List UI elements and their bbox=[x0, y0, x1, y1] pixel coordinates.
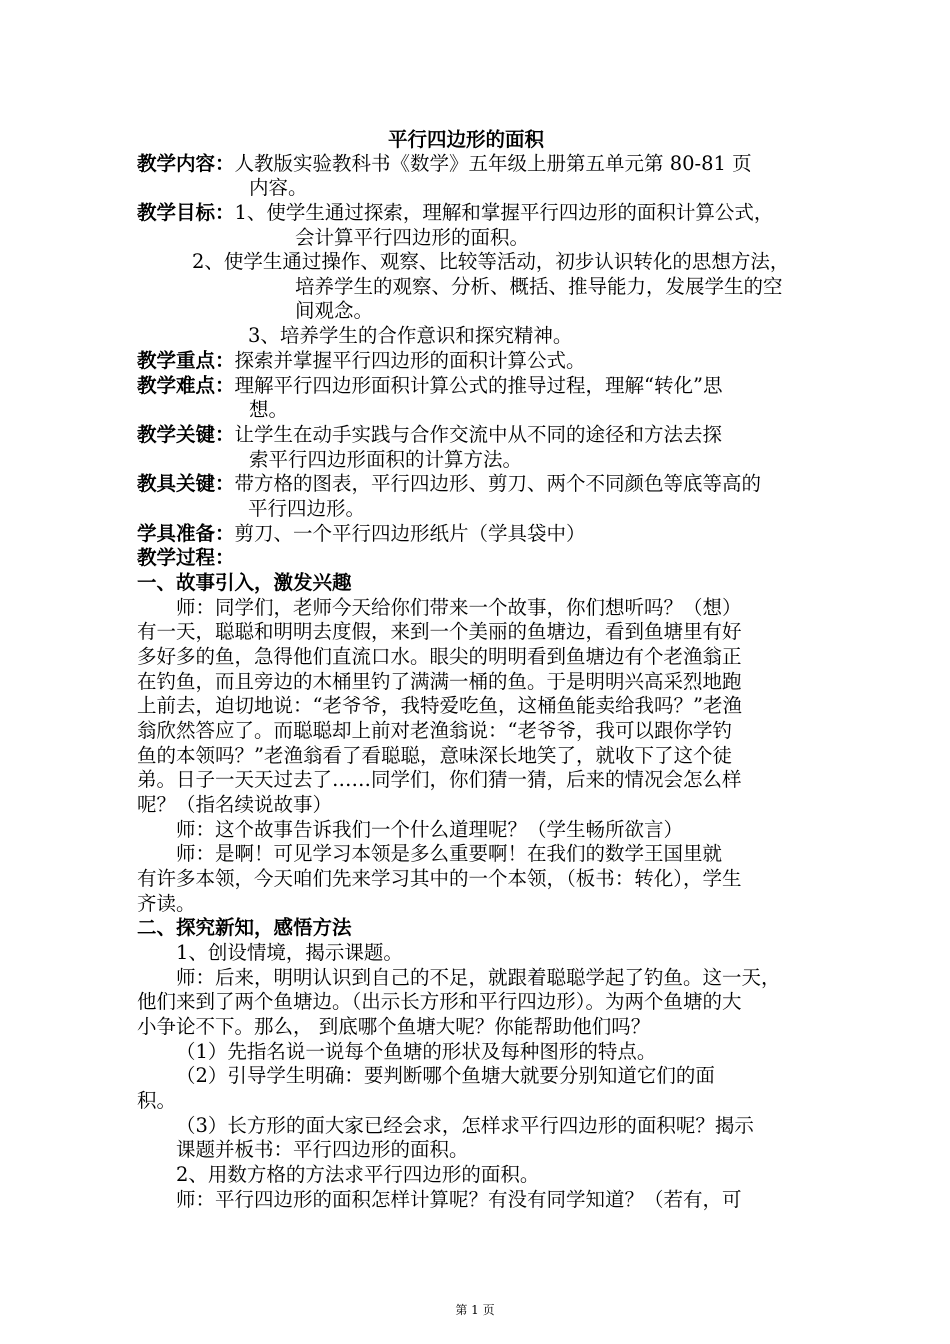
line-objective-2: 2、使学生通过操作、观察、比较等活动，初步认识转化的思想方法， bbox=[192, 250, 790, 273]
para-line: 积。 bbox=[137, 1089, 177, 1112]
page-title: 平行四边形的面积 bbox=[388, 128, 545, 151]
text-teaching-aids: 带方格的图表，平行四边形、剪刀、两个不同颜色等底等高的 bbox=[234, 472, 762, 495]
para-line: 师：是啊！可见学习本领是多么重要啊！在我们的数学王国里就 bbox=[176, 842, 723, 865]
para-line: 呢？（指名续说故事） bbox=[137, 793, 333, 816]
label-content: 教学内容： bbox=[137, 152, 235, 175]
para-line: 课题并板书：平行四边形的面积。 bbox=[176, 1138, 469, 1161]
line-difficulty-cont: 想。 bbox=[249, 398, 289, 421]
para-line: 师：平行四边形的面积怎样计算呢？有没有同学知道？（若有，可 bbox=[176, 1188, 742, 1211]
text-student-aids: 剪刀、一个平行四边形纸片（学具袋中） bbox=[234, 522, 586, 545]
text-objective-1: 1、使学生通过探索，理解和掌握平行四边形的面积计算公式， bbox=[234, 201, 774, 224]
line-objective-2-cont2: 间观念。 bbox=[295, 299, 374, 322]
text-difficulty: 理解平行四边形面积计算公式的推导过程，理解“转化”思 bbox=[234, 374, 723, 397]
para-line: 鱼的本领吗？”老渔翁看了看聪聪，意味深长地笑了，就收下了这个徒 bbox=[137, 744, 732, 767]
line-content-cont: 内容。 bbox=[249, 176, 308, 199]
page-number: 第 1 页 bbox=[455, 1303, 495, 1317]
section-heading-2: 二、探究新知，感悟方法 bbox=[137, 916, 352, 939]
line-teaching-aids-cont: 平行四边形。 bbox=[248, 497, 366, 520]
para-line: 齐读。 bbox=[137, 892, 196, 915]
para-line: 在钓鱼，而且旁边的木桶里钓了满满一桶的鱼。于是明明兴高采烈地跑 bbox=[137, 670, 742, 693]
text-key-point: 探索并掌握平行四边形的面积计算公式。 bbox=[234, 349, 586, 372]
para-line: 有许多本领，今天咱们先来学习其中的一个本领，（板书：转化），学生 bbox=[137, 867, 742, 890]
para-line: 2、用数方格的方法求平行四边形的面积。 bbox=[176, 1163, 540, 1186]
line-objectives bbox=[137, 201, 773, 225]
para-line: （1）先指名说一说每个鱼塘的形状及每种图形的特点。 bbox=[176, 1040, 657, 1063]
line-key bbox=[137, 423, 722, 447]
line-difficulty bbox=[137, 374, 722, 398]
line-teaching-aids bbox=[137, 472, 761, 496]
para-line: （3）长方形的面大家已经会求，怎样求平行四边形的面积呢？揭示 bbox=[176, 1114, 754, 1137]
para-line: 师：同学们，老师今天给你们带来一个故事，你们想听吗？（想） bbox=[176, 596, 742, 619]
text-key: 让学生在动手实践与合作交流中从不同的途径和方法去探 bbox=[234, 423, 723, 446]
line-key-cont: 索平行四边形面积的计算方法。 bbox=[249, 448, 523, 471]
line-objective-3: 3、培养学生的合作意识和探究精神。 bbox=[248, 324, 573, 347]
para-line: 师：这个故事告诉我们一个什么道理呢？（学生畅所欲言） bbox=[176, 818, 684, 841]
label-key-point: 教学重点： bbox=[137, 349, 235, 372]
label-teaching-aids: 教具关键： bbox=[137, 472, 235, 495]
line-key-point bbox=[137, 349, 586, 373]
para-line: 有一天，聪聪和明明去度假，来到一个美丽的鱼塘边，看到鱼塘里有好 bbox=[137, 620, 742, 643]
line-objective-1-cont: 会计算平行四边形的面积。 bbox=[295, 226, 530, 249]
para-line: 师：后来，明明认识到自己的不足，就跟着聪聪学起了钓鱼。这一天， bbox=[176, 966, 781, 989]
line-objective-2-cont: 培养学生的观察、分析、概括、推导能力，发展学生的空 bbox=[295, 275, 783, 298]
para-line: 翁欣然答应了。而聪聪却上前对老渔翁说：“老爷爷，我可以跟你学钓 bbox=[137, 719, 732, 742]
label-student-aids: 学具准备： bbox=[137, 522, 235, 545]
label-difficulty: 教学难点： bbox=[137, 374, 235, 397]
para-line: 他们来到了两个鱼塘边。（出示长方形和平行四边形）。为两个鱼塘的大 bbox=[137, 990, 742, 1013]
label-key: 教学关键： bbox=[137, 423, 235, 446]
para-line: 弟。日子一天天过去了……同学们，你们猜一猜，后来的情况会怎么样 bbox=[137, 768, 742, 791]
text-content: 人教版实验教科书《数学》五年级上册第五单元第 80-81 页 bbox=[234, 152, 752, 175]
line-student-aids bbox=[137, 522, 586, 546]
para-line: （2）引导学生明确：要判断哪个鱼塘大就要分别知道它们的面 bbox=[176, 1064, 715, 1087]
para-line: 1、创设情境，揭示课题。 bbox=[176, 941, 403, 964]
para-line: 上前去，迫切地说：“老爷爷，我特爱吃鱼，这桶鱼能卖给我吗？”老渔 bbox=[137, 694, 742, 717]
label-process: 教学过程： bbox=[137, 546, 235, 569]
para-line: 小争论不下。那么， 到底哪个鱼塘大呢？你能帮助他们吗？ bbox=[137, 1015, 651, 1038]
section-heading-1: 一、故事引入，激发兴趣 bbox=[137, 571, 352, 594]
label-objectives: 教学目标： bbox=[137, 201, 235, 224]
para-line: 多好多的鱼，急得他们直流口水。眼尖的明明看到鱼塘边有个老渔翁正 bbox=[137, 645, 742, 668]
line-content bbox=[137, 152, 752, 176]
